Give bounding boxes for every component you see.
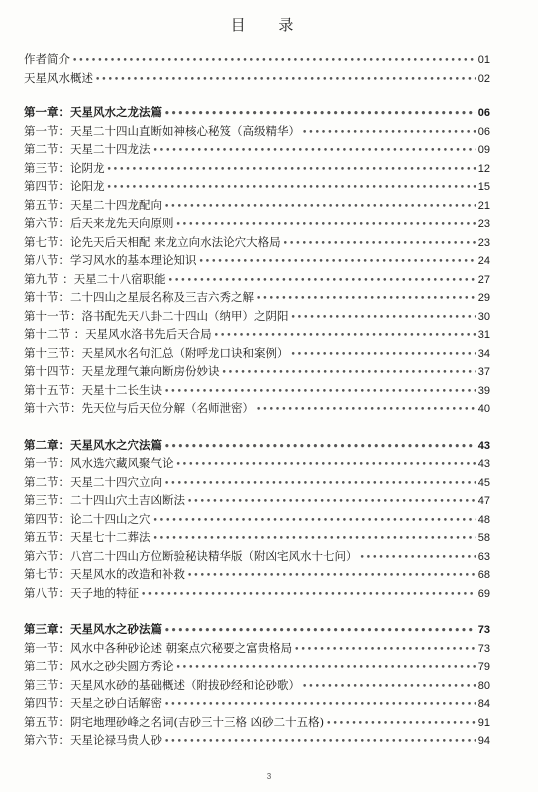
leader-dots [153,142,476,161]
entry-label: 第二节：风水之砂尖圆方秀论 [24,659,174,673]
entry-label: 第十二节 ：天星风水洛书先后天合局 [24,327,212,341]
entry-label: 第二节：天星二十四穴立向 [24,474,162,489]
entry-page: 15 [477,181,490,193]
table-of-contents [24,50,490,750]
toc-entry[interactable] [24,122,490,141]
toc-entry[interactable] [24,731,490,750]
entry-page: 23 [477,236,490,249]
toc-entry[interactable] [24,325,490,344]
entry-page: 01 [477,54,490,66]
toc-entry[interactable] [24,140,490,159]
entry-page: 40 [477,403,490,415]
entry-label: 第三章：天星风水之砂法篇 [24,622,162,636]
entry-page: 06 [477,107,490,119]
entry-label: 第五节：天星七十二葬法 [24,530,151,544]
entry-label: 第三节：论阴龙 [24,160,105,175]
leader-dots [360,549,476,568]
toc-entry-intro-0[interactable] [24,50,490,69]
toc-entry[interactable] [24,270,490,289]
leader-dots [291,309,476,328]
entry-label: 第十一节：洛书配先天八卦二十四山（纳甲）之阴阳 [24,308,289,323]
leader-dots [199,253,476,272]
entry-page: 06 [477,125,490,138]
leader-dots [326,715,476,734]
entry-page: 73 [477,642,490,655]
entry-label: 第六节：天星论禄马贵人砂 [24,733,162,747]
entry-page: 09 [477,144,490,156]
toc-entry[interactable] [24,713,490,732]
leader-dots [153,512,476,531]
entry-label: 第二节：天星二十四龙法 [24,142,151,156]
toc-entry[interactable] [24,399,490,418]
entry-page: 45 [477,476,490,489]
leader-dots [107,161,476,180]
entry-page: 37 [477,366,490,378]
entry-page: 94 [477,735,490,747]
toc-entry[interactable] [24,251,490,270]
toc-entry[interactable] [24,233,490,252]
entry-page: 39 [477,384,490,397]
entry-page: 43 [477,439,490,452]
leader-dots [72,52,476,71]
toc-entry[interactable] [24,344,490,363]
leader-dots [164,438,476,457]
entry-label: 第十五节：天星十二长生诀 [24,382,162,397]
entry-page: 47 [477,495,490,507]
leader-dots [176,456,476,475]
entry-page: 27 [477,273,490,286]
leader-dots [294,641,476,660]
entry-label: 第十三节：天星风水名句汇总（附呼龙口诀和案例） [24,345,289,360]
toc-entry[interactable] [24,381,490,400]
entry-page: 63 [477,550,490,563]
entry-page: 34 [477,347,490,360]
chapter-heading[interactable] [24,436,490,455]
entry-page: 69 [477,587,490,600]
entry-label: 第十六节：先天位与后天位分解（名师泄密） [24,401,254,415]
entry-page: 68 [477,569,490,581]
toc-entry[interactable] [24,676,490,695]
entry-page: 23 [477,218,490,230]
page-title: 目 录 [230,16,308,34]
entry-label: 第七节：论先天后天相配 来龙立向水法论穴大格局 [24,234,281,249]
entry-label: 第八节：学习风水的基本理论知识 [24,253,197,267]
entry-label: 第六节：后天来龙先天向原则 [24,216,174,230]
entry-label: 第六节：八宫二十四山方位断验秘诀精华版（附凶宅风水十七问） [24,548,358,563]
chapter-heading[interactable] [24,620,490,639]
entry-label: 第四节：论二十四山之穴 [24,511,151,526]
leader-dots [302,124,476,143]
entry-page: 80 [477,679,490,692]
entry-page: 91 [477,716,490,729]
entry-label: 第八节：天子地的特征 [24,585,139,600]
entry-page: 30 [477,310,490,323]
toc-entry[interactable] [24,196,490,215]
chapter-heading[interactable] [24,103,490,122]
toc-entry[interactable] [24,547,490,566]
toc-entry[interactable] [24,639,490,658]
leader-dots [302,678,476,697]
toc-entry[interactable] [24,307,490,326]
toc-entry[interactable] [24,657,490,676]
toc-entry[interactable] [24,454,490,473]
entry-page: 79 [477,661,490,673]
toc-entry[interactable] [24,491,490,510]
entry-label: 第一节：天星二十四山直断如神核心秘笈（高级精华） [24,123,300,138]
entry-label: 第三节：二十四山穴土吉凶断法 [24,493,185,507]
entry-page: 24 [477,255,490,267]
entry-label: 第九节 ：天星二十八宿职能 [24,271,166,286]
leader-dots [256,290,476,309]
entry-label: 第十节：二十四山之星辰名称及三吉六秀之解 [24,290,254,304]
entry-label: 第五节：阴宅地理砂峰之名词(吉砂三十三格 凶砂二十五格) [24,714,325,729]
toc-entry[interactable] [24,584,490,603]
toc-entry[interactable] [24,214,490,233]
entry-page: 48 [477,513,490,526]
leader-dots [164,475,476,494]
leader-dots [256,401,476,420]
entry-page: 12 [477,162,490,175]
entry-page: 21 [477,199,490,212]
entry-label: 第五节：天星二十四龙配向 [24,197,162,212]
entry-label: 第十四节：天星龙理气兼向断房份妙诀 [24,364,220,378]
entry-label: 作者简介 [24,52,70,66]
entry-page: 02 [477,72,490,85]
entry-page: 29 [477,292,490,304]
toc-entry[interactable] [24,694,490,713]
toc-entry[interactable] [24,362,490,381]
toc-entry[interactable] [24,288,490,307]
entry-label: 第四节：论阳龙 [24,179,105,193]
entry-label: 天星风水概述 [24,70,93,85]
entry-page: 58 [477,532,490,544]
entry-page: 43 [477,458,490,470]
leader-dots [222,364,476,383]
entry-label: 第七节：天星风水的改造和补救 [24,567,185,581]
leader-dots [187,493,476,512]
leader-dots [164,198,476,217]
toc-entry-intro-1[interactable] [24,69,490,88]
toc-entry[interactable] [24,528,490,547]
leader-dots [141,586,476,605]
leader-dots [164,733,476,752]
entry-page: 84 [477,698,490,710]
toc-entry[interactable] [24,159,490,178]
entry-label: 第一节：风水选穴藏风聚气论 [24,456,174,470]
entry-page: 73 [477,624,490,636]
entry-label: 第一节：风水中各种砂论述 朝案点穴秘要之富贵格局 [24,640,293,655]
entry-page: 31 [477,329,490,341]
toc-entry[interactable] [24,473,490,492]
entry-label: 第二章：天星风水之穴法篇 [24,437,162,452]
page-number: 3 [266,772,272,781]
leader-dots [291,346,476,365]
toc-entry[interactable] [24,565,490,584]
entry-label: 第一章：天星风水之龙法篇 [24,105,162,119]
entry-label: 第三节：天星风水砂的基础概述（附拔砂经和论砂歌） [24,677,300,692]
toc-entry[interactable] [24,177,490,196]
leader-dots [283,235,476,254]
entry-label: 第四节：天星之砂白话解密 [24,696,162,710]
leader-dots [187,567,476,586]
toc-entry[interactable] [24,510,490,529]
leader-dots [95,71,476,90]
